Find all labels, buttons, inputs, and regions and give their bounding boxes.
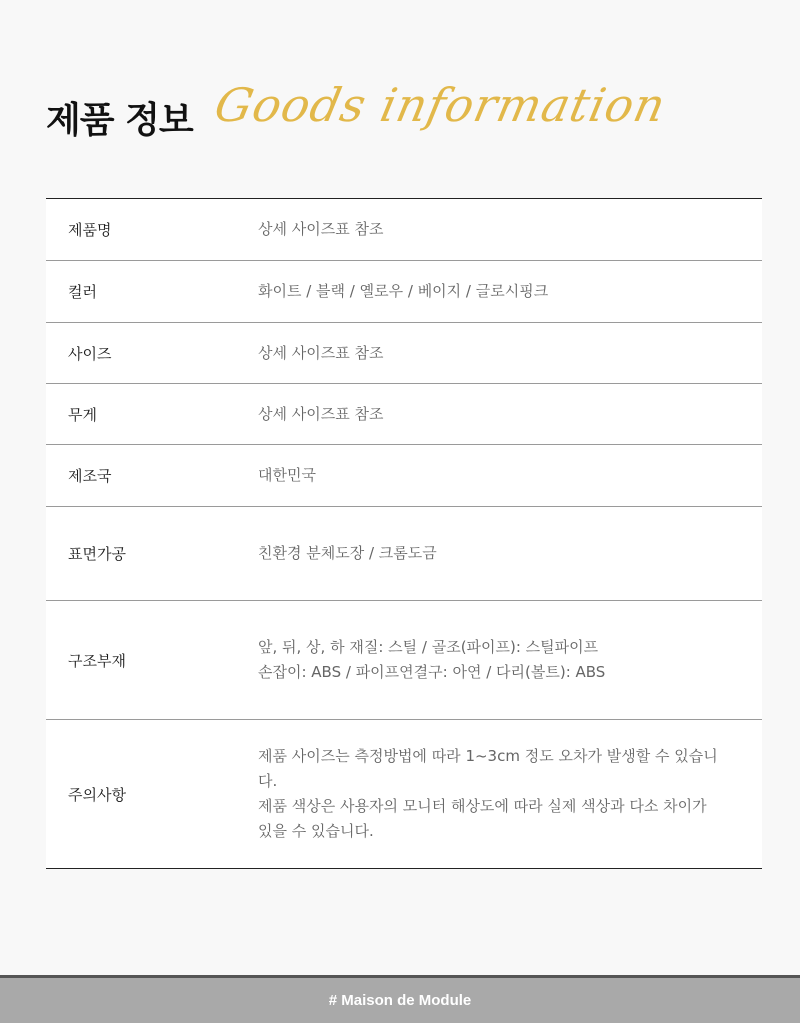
row-country xyxy=(46,445,762,507)
row-value xyxy=(258,279,762,304)
value-line: 있을 수 있습니다. xyxy=(258,822,374,840)
row-caution xyxy=(46,720,762,868)
row-label: 구조부재 xyxy=(68,651,126,670)
value-line: 상세 사이즈표 참조 xyxy=(258,220,384,238)
row-label: 무게 xyxy=(68,405,97,424)
value-line: 다. xyxy=(258,772,278,790)
row-value xyxy=(258,402,762,427)
value-line: 제품 색상은 사용자의 모니터 해상도에 따라 실제 색상과 다소 차이가 xyxy=(258,797,707,815)
product-info-table xyxy=(46,198,762,869)
script-subtitle: Goods information xyxy=(210,78,671,132)
page-header xyxy=(46,70,746,160)
row-size xyxy=(46,323,762,384)
row-label: 주의사항 xyxy=(68,785,126,804)
row-value xyxy=(258,341,762,366)
row-value xyxy=(258,541,762,566)
row-label: 제조국 xyxy=(68,467,112,485)
row-label: 표면가공 xyxy=(68,545,126,563)
value-line: 화이트 / 블랙 / 옐로우 / 베이지 / 글로시핑크 xyxy=(258,282,549,300)
value-line: 제품 사이즈는 측정방법에 따라 1~3cm 정도 오차가 발생할 수 있습니 xyxy=(258,747,718,765)
row-label: 제품명 xyxy=(68,221,112,239)
value-line: 친환경 분체도장 / 크롬도금 xyxy=(258,544,437,562)
value-line: 대한민국 xyxy=(258,466,316,484)
row-value xyxy=(258,635,762,685)
value-line: 상세 사이즈표 참조 xyxy=(258,343,384,362)
row-product-name xyxy=(46,199,762,261)
page-title: 제품 정보 xyxy=(46,100,193,141)
value-line: 앞, 뒤, 상, 하 재질: 스틸 / 골조(파이프): 스틸파이프 xyxy=(258,638,599,656)
row-label: 사이즈 xyxy=(68,344,112,363)
footer-bar xyxy=(0,975,800,1023)
row-surface xyxy=(46,507,762,601)
value-line: 손잡이: ABS / 파이프연결구: 아연 / 다리(볼트): ABS xyxy=(258,663,606,681)
value-line: 상세 사이즈표 참조 xyxy=(258,404,384,423)
row-color xyxy=(46,261,762,323)
row-structure xyxy=(46,601,762,720)
row-value xyxy=(258,463,762,488)
row-weight xyxy=(46,384,762,445)
row-value xyxy=(258,744,762,844)
footer-brand-text: # Maison de Module xyxy=(328,992,472,1009)
row-label: 컬러 xyxy=(68,283,97,301)
row-value xyxy=(258,217,762,242)
